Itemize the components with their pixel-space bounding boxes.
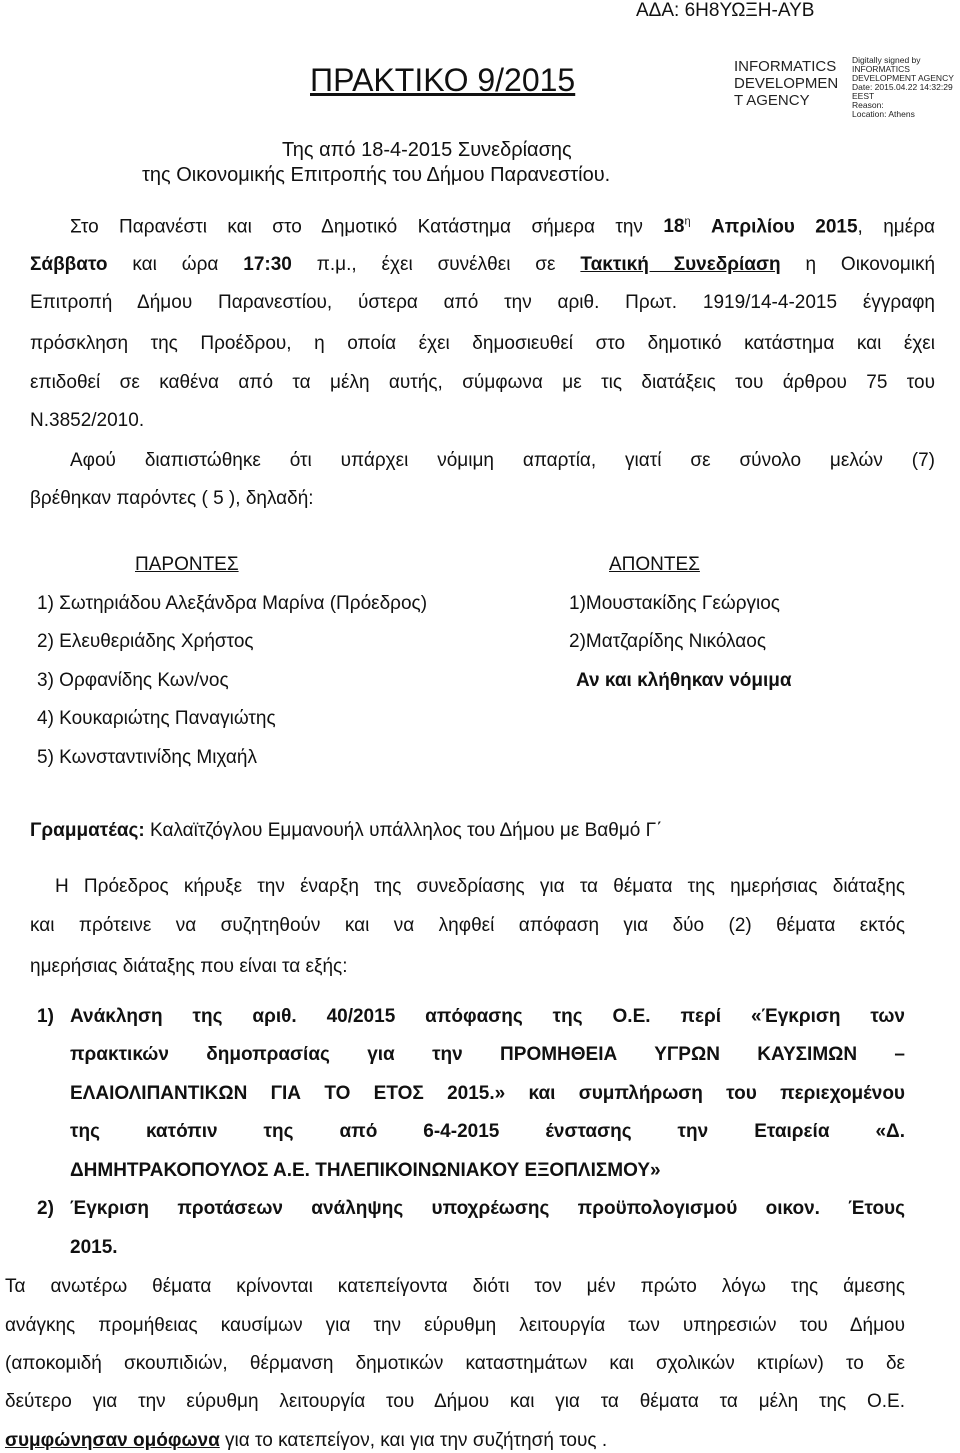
present-member: 1) Σωτηριάδου Αλεξάνδρα Μαρίνα (Πρόεδρος) <box>37 593 428 614</box>
secretary-label: Γραμματέας: <box>30 820 145 841</box>
present-member: 3) Ορφανίδης Κων/νος <box>37 670 229 691</box>
topic-1-number: 1) <box>37 1006 54 1027</box>
signature-detail: DEVELOPMENT AGENCY <box>852 73 954 83</box>
intro-month: Απριλίου 2015 <box>711 216 858 238</box>
intro-text: Στο Παρανέστι και στο Δημοτικό Κατάστημα σήμερα την <box>70 216 643 238</box>
topic-1-line: ΔΗΜΗΤΡΑΚΟΠΟΥΛΟΣ Α.Ε. ΤΗΛΕΠΙΚΟΙΝΩΝΙΑΚΟΥ ΕΞΟΠΛΙΣΜΟΥ» <box>70 1160 661 1181</box>
intro-text: π.μ., έχει συνέλθει σε <box>316 254 556 275</box>
topic-1-line: Ανάκληση της αριθ. 40/2015 απόφασης της Ο.Ε. περί «Έγκριση των <box>70 1006 905 1027</box>
secretary-line <box>30 820 662 842</box>
urgency-line-2: ανάγκης προμήθειας καυσίμων για την εύρυθμη λειτουργία των υπηρεσιών του Δήμου <box>5 1315 905 1336</box>
intro-line-2 <box>30 254 935 276</box>
intro-line-5: επιδοθεί σε καθένα από τα μέλη αυτής, σύμφωνα με τις διατάξεις του άρθρου 75 του <box>30 372 935 393</box>
present-member: 4) Κουκαριώτης Παναγιώτης <box>37 708 276 729</box>
intro-line-6: Ν.3852/2010. <box>30 410 145 431</box>
intro-text: και ώρα <box>132 254 219 275</box>
opening-line-1: Η Πρόεδρος κήρυξε την έναρξη της συνεδρίασης για τα θέματα της ημερήσιας διάταξης <box>55 876 905 897</box>
urgency-line-4: δεύτερο για την εύρυθμη λειτουργία του Δήμου και για τα θέματα τα μέλη της Ο.Ε. <box>5 1391 905 1412</box>
signature-detail: Digitally signed by <box>852 55 921 65</box>
urgency-text: για το κατεπείγον, και για την συζήτησή τους . <box>219 1430 608 1451</box>
signature-detail: Location: Athens <box>852 109 915 119</box>
topic-2-number: 2) <box>37 1198 54 1219</box>
signature-detail: Reason: <box>852 100 884 110</box>
present-member: 2) Ελευθεριάδης Χρήστος <box>37 631 254 652</box>
topic-2-line: Έγκριση προτάσεων ανάληψης υποχρέωσης προϋπολογισμού οικον. Έτους <box>70 1198 905 1219</box>
subtitle-line-2: της Οικονομικής Επιτροπής του Δήμου Παρανεστίου. <box>142 164 611 186</box>
intro-weekday: Σάββατο <box>30 254 108 275</box>
intro-text: η Οικονομική <box>805 254 936 275</box>
ada-code: ΑΔΑ: 6Η8ΥΩΞΗ-ΑΥΒ <box>636 0 815 21</box>
signature-org-line: T AGENCY <box>734 92 810 109</box>
intro-text: , ημέρα <box>857 216 936 238</box>
absent-member: 1)Μουστακίδης Γεώργιος <box>569 593 780 614</box>
topic-1-line: πρακτικών δημοπρασίας για την ΠΡΟΜΗΘΕΙΑ ΥΓΡΩΝ ΚΑΥΣΙΜΩΝ – <box>70 1044 905 1065</box>
intro-line-4: πρόσκληση της Προέδρου, η οποία έχει δημοσιευθεί στο δημοτικό κατάστημα και έχει <box>30 333 935 354</box>
absent-header: ΑΠΟΝΤΕΣ <box>609 554 700 575</box>
urgency-line-1: Τα ανωτέρω θέματα κρίνονται κατεπείγοντα διότι τον μέν πρώτο λόγω της άμεσης <box>5 1276 905 1297</box>
quorum-line-1: Αφού διαπιστώθηκε ότι υπάρχει νόμιμη απαρτία, γιατί σε σύνολο μελών (7) <box>70 450 935 471</box>
quorum-line-2: βρέθηκαν παρόντες ( 5 ), δηλαδή: <box>30 488 314 509</box>
absent-member: 2)Ματζαρίδης Νικόλαος <box>569 631 766 652</box>
opening-line-2: και πρότεινε να συζητηθούν και να ληφθεί απόφαση για δύο (2) θέματα εκτός <box>30 915 905 936</box>
urgency-line-3: (αποκομιδή σκουπιδιών, θέρμανση δημοτικών καταστημάτων και σχολικών κτιρίων) το δε <box>5 1353 905 1374</box>
urgency-line-5 <box>5 1430 607 1452</box>
intro-session-type: Τακτική Συνεδρίαση <box>580 254 781 275</box>
intro-time: 17:30 <box>243 254 292 275</box>
present-header: ΠΑΡΟΝΤΕΣ <box>135 554 239 575</box>
intro-day-suffix: η <box>684 216 691 228</box>
signature-detail: Date: 2015.04.22 14:32:29 <box>852 82 953 92</box>
signature-detail: INFORMATICS <box>852 64 910 74</box>
secretary-text: Καλαϊτζόγλου Εμμανουήλ υπάλληλος του Δήμου με Βαθμό Γ΄ <box>144 820 663 841</box>
opening-line-3: ημερήσιας διάταξης που είναι τα εξής: <box>30 956 348 977</box>
topic-1-line: της κατόπιν της από 6-4-2015 ένστασης την Εταιρεία «Δ. <box>70 1121 905 1142</box>
intro-line-1 <box>70 216 935 238</box>
absent-note: Αν και κλήθηκαν νόμιμα <box>576 670 792 691</box>
intro-line-3: Επιτροπή Δήμου Παρανεστίου, ύστερα από την αριθ. Πρωτ. 1919/14-4-2015 έγγραφη <box>30 292 935 313</box>
signature-org-line: INFORMATICS <box>734 58 837 75</box>
topic-1-line: ΕΛΑΙΟΛΙΠΑΝΤΙΚΩΝ ΓΙΑ ΤΟ ΕΤΟΣ 2015.» και συμπλήρωση του περιεχομένου <box>70 1083 905 1104</box>
signature-detail: EEST <box>852 91 875 101</box>
urgency-unanimous: συμφώνησαν ομόφωνα <box>5 1430 220 1451</box>
topic-2-line: 2015. <box>70 1237 118 1258</box>
present-member: 5) Κωνσταντινίδης Μιχαήλ <box>37 747 257 768</box>
document-title: ΠΡΑΚΤΙΚΟ 9/2015 <box>310 62 576 98</box>
signature-org-line: DEVELOPMEN <box>734 75 839 92</box>
intro-day: 18 <box>663 216 685 238</box>
subtitle-line-1: Της από 18-4-2015 Συνεδρίασης <box>282 139 572 161</box>
